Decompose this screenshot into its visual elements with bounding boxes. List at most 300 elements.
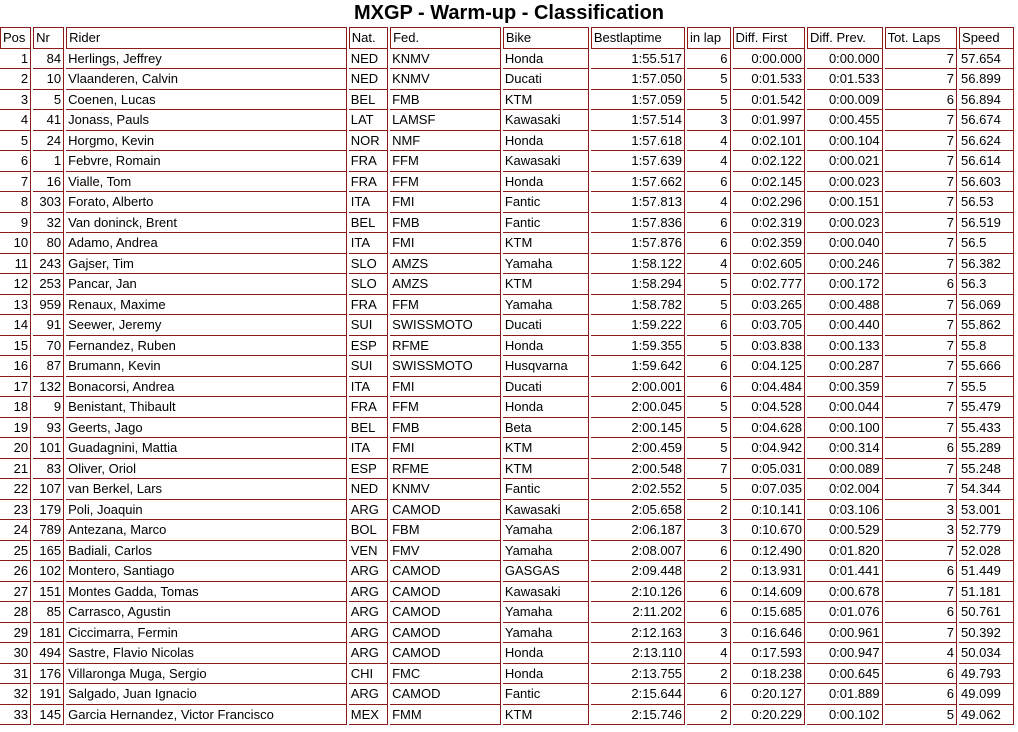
cell-bike: Kawasaki — [503, 151, 589, 172]
cell-bestlaptime: 2:13.110 — [591, 643, 685, 664]
cell-rider: Villaronga Muga, Sergio — [66, 664, 347, 685]
cell-nat: FRA — [349, 295, 388, 316]
cell-rider: Poli, Joaquin — [66, 500, 347, 521]
cell-tot-laps: 6 — [885, 438, 957, 459]
cell-diff-prev: 0:00.440 — [807, 315, 883, 336]
cell-speed: 50.761 — [959, 602, 1014, 623]
cell-fed: CAMOD — [390, 561, 501, 582]
cell-nr: 243 — [33, 254, 64, 275]
cell-bike: KTM — [503, 459, 589, 480]
cell-diff-prev: 0:00.021 — [807, 151, 883, 172]
cell-speed: 56.069 — [959, 295, 1014, 316]
cell-diff-first: 0:04.628 — [733, 418, 805, 439]
cell-bestlaptime: 1:58.122 — [591, 254, 685, 275]
cell-fed: FMI — [390, 233, 501, 254]
table-row — [0, 356, 1014, 377]
cell-diff-first: 0:04.484 — [733, 377, 805, 398]
cell-in-lap: 2 — [687, 705, 730, 726]
cell-bike: KTM — [503, 274, 589, 295]
cell-rider: Coenen, Lucas — [66, 90, 347, 111]
cell-in-lap: 5 — [687, 479, 730, 500]
cell-in-lap: 4 — [687, 254, 730, 275]
cell-speed: 56.614 — [959, 151, 1014, 172]
cell-tot-laps: 7 — [885, 254, 957, 275]
cell-bike: Yamaha — [503, 295, 589, 316]
cell-in-lap: 4 — [687, 192, 730, 213]
cell-diff-prev: 0:00.044 — [807, 397, 883, 418]
cell-diff-first: 0:02.319 — [733, 213, 805, 234]
cell-in-lap: 6 — [687, 684, 730, 705]
table-row — [0, 90, 1014, 111]
cell-diff-prev: 0:00.678 — [807, 582, 883, 603]
header-bestlaptime: Bestlaptime — [591, 27, 685, 49]
cell-nr: 80 — [33, 233, 64, 254]
cell-diff-first: 0:15.685 — [733, 602, 805, 623]
cell-diff-prev: 0:02.004 — [807, 479, 883, 500]
cell-speed: 53.001 — [959, 500, 1014, 521]
cell-diff-first: 0:02.296 — [733, 192, 805, 213]
cell-rider: Oliver, Oriol — [66, 459, 347, 480]
cell-diff-first: 0:00.000 — [733, 49, 805, 70]
cell-diff-first: 0:10.670 — [733, 520, 805, 541]
cell-rider: Montes Gadda, Tomas — [66, 582, 347, 603]
cell-nr: 16 — [33, 172, 64, 193]
cell-in-lap: 5 — [687, 69, 730, 90]
cell-tot-laps: 7 — [885, 192, 957, 213]
cell-bestlaptime: 1:57.059 — [591, 90, 685, 111]
cell-nat: FRA — [349, 151, 388, 172]
table-row — [0, 233, 1014, 254]
cell-pos: 4 — [0, 110, 31, 131]
cell-rider: Fernandez, Ruben — [66, 336, 347, 357]
cell-pos: 22 — [0, 479, 31, 500]
cell-speed: 56.624 — [959, 131, 1014, 152]
cell-fed: FMV — [390, 541, 501, 562]
cell-tot-laps: 6 — [885, 90, 957, 111]
cell-bike: Honda — [503, 643, 589, 664]
cell-tot-laps: 5 — [885, 705, 957, 726]
cell-nr: 191 — [33, 684, 64, 705]
table-row — [0, 438, 1014, 459]
cell-fed: FFM — [390, 397, 501, 418]
cell-diff-first: 0:03.265 — [733, 295, 805, 316]
cell-pos: 31 — [0, 664, 31, 685]
cell-bike: Fantic — [503, 684, 589, 705]
cell-nat: ARG — [349, 561, 388, 582]
cell-nr: 24 — [33, 131, 64, 152]
cell-nr: 87 — [33, 356, 64, 377]
cell-nat: NED — [349, 479, 388, 500]
cell-nat: SUI — [349, 315, 388, 336]
cell-pos: 25 — [0, 541, 31, 562]
cell-rider: Herlings, Jeffrey — [66, 49, 347, 70]
cell-fed: FMI — [390, 377, 501, 398]
cell-nr: 107 — [33, 479, 64, 500]
cell-tot-laps: 4 — [885, 643, 957, 664]
cell-pos: 24 — [0, 520, 31, 541]
cell-rider: Febvre, Romain — [66, 151, 347, 172]
cell-bike: KTM — [503, 438, 589, 459]
cell-pos: 27 — [0, 582, 31, 603]
cell-tot-laps: 7 — [885, 131, 957, 152]
table-header — [0, 27, 1014, 49]
cell-pos: 33 — [0, 705, 31, 726]
cell-speed: 55.8 — [959, 336, 1014, 357]
cell-diff-first: 0:12.490 — [733, 541, 805, 562]
cell-bike: Kawasaki — [503, 110, 589, 131]
cell-diff-prev: 0:03.106 — [807, 500, 883, 521]
cell-speed: 56.603 — [959, 172, 1014, 193]
cell-fed: FMB — [390, 418, 501, 439]
cell-in-lap: 3 — [687, 520, 730, 541]
cell-diff-prev: 0:00.151 — [807, 192, 883, 213]
cell-bike: Husqvarna — [503, 356, 589, 377]
cell-rider: Vialle, Tom — [66, 172, 347, 193]
cell-in-lap: 5 — [687, 90, 730, 111]
cell-fed: CAMOD — [390, 582, 501, 603]
cell-in-lap: 4 — [687, 151, 730, 172]
cell-rider: Gajser, Tim — [66, 254, 347, 275]
cell-diff-first: 0:17.593 — [733, 643, 805, 664]
cell-nr: 101 — [33, 438, 64, 459]
cell-rider: Seewer, Jeremy — [66, 315, 347, 336]
cell-bestlaptime: 1:59.222 — [591, 315, 685, 336]
header-fed: Fed. — [390, 27, 501, 49]
cell-bestlaptime: 2:15.746 — [591, 705, 685, 726]
cell-pos: 8 — [0, 192, 31, 213]
cell-diff-first: 0:07.035 — [733, 479, 805, 500]
cell-diff-first: 0:02.605 — [733, 254, 805, 275]
header-diff-prev: Diff. Prev. — [807, 27, 883, 49]
cell-bike: Fantic — [503, 479, 589, 500]
cell-diff-first: 0:10.141 — [733, 500, 805, 521]
cell-pos: 14 — [0, 315, 31, 336]
cell-pos: 23 — [0, 500, 31, 521]
cell-pos: 13 — [0, 295, 31, 316]
cell-rider: van Berkel, Lars — [66, 479, 347, 500]
table-row — [0, 664, 1014, 685]
cell-fed: RFME — [390, 459, 501, 480]
cell-bike: Yamaha — [503, 520, 589, 541]
cell-speed: 56.899 — [959, 69, 1014, 90]
cell-rider: Garcia Hernandez, Victor Francisco — [66, 705, 347, 726]
cell-tot-laps: 7 — [885, 418, 957, 439]
cell-diff-first: 0:20.229 — [733, 705, 805, 726]
cell-nat: NED — [349, 69, 388, 90]
cell-diff-prev: 0:01.533 — [807, 69, 883, 90]
cell-tot-laps: 3 — [885, 520, 957, 541]
cell-tot-laps: 3 — [885, 500, 957, 521]
cell-pos: 21 — [0, 459, 31, 480]
cell-tot-laps: 7 — [885, 623, 957, 644]
cell-in-lap: 4 — [687, 131, 730, 152]
cell-fed: CAMOD — [390, 643, 501, 664]
cell-fed: FFM — [390, 151, 501, 172]
cell-speed: 56.382 — [959, 254, 1014, 275]
cell-tot-laps: 7 — [885, 151, 957, 172]
cell-bestlaptime: 2:00.548 — [591, 459, 685, 480]
cell-tot-laps: 7 — [885, 336, 957, 357]
cell-speed: 49.099 — [959, 684, 1014, 705]
cell-tot-laps: 7 — [885, 479, 957, 500]
cell-pos: 26 — [0, 561, 31, 582]
cell-bike: KTM — [503, 90, 589, 111]
cell-nat: LAT — [349, 110, 388, 131]
cell-rider: Bonacorsi, Andrea — [66, 377, 347, 398]
cell-in-lap: 6 — [687, 377, 730, 398]
cell-bestlaptime: 1:57.639 — [591, 151, 685, 172]
cell-speed: 49.793 — [959, 664, 1014, 685]
cell-bestlaptime: 1:57.813 — [591, 192, 685, 213]
cell-rider: Ciccimarra, Fermin — [66, 623, 347, 644]
cell-fed: CAMOD — [390, 602, 501, 623]
cell-pos: 17 — [0, 377, 31, 398]
cell-tot-laps: 7 — [885, 377, 957, 398]
cell-fed: AMZS — [390, 254, 501, 275]
cell-diff-prev: 0:00.023 — [807, 172, 883, 193]
cell-tot-laps: 6 — [885, 602, 957, 623]
cell-nat: ESP — [349, 459, 388, 480]
header-diff-first: Diff. First — [733, 27, 805, 49]
cell-fed: FMB — [390, 90, 501, 111]
cell-nr: 70 — [33, 336, 64, 357]
table-row — [0, 520, 1014, 541]
table-row — [0, 131, 1014, 152]
cell-nat: NED — [349, 49, 388, 70]
cell-bestlaptime: 1:57.618 — [591, 131, 685, 152]
cell-rider: Sastre, Flavio Nicolas — [66, 643, 347, 664]
cell-tot-laps: 6 — [885, 684, 957, 705]
cell-diff-first: 0:05.031 — [733, 459, 805, 480]
cell-bike: Honda — [503, 336, 589, 357]
cell-fed: FMM — [390, 705, 501, 726]
classification-table — [0, 27, 1016, 725]
cell-fed: CAMOD — [390, 623, 501, 644]
cell-tot-laps: 6 — [885, 561, 957, 582]
cell-nat: ARG — [349, 500, 388, 521]
cell-nr: 9 — [33, 397, 64, 418]
table-row — [0, 151, 1014, 172]
cell-fed: SWISSMOTO — [390, 315, 501, 336]
cell-fed: NMF — [390, 131, 501, 152]
table-body — [0, 49, 1014, 726]
cell-speed: 52.028 — [959, 541, 1014, 562]
table-row — [0, 49, 1014, 70]
cell-pos: 7 — [0, 172, 31, 193]
cell-bike: Kawasaki — [503, 500, 589, 521]
cell-nr: 151 — [33, 582, 64, 603]
cell-rider: Salgado, Juan Ignacio — [66, 684, 347, 705]
cell-in-lap: 5 — [687, 418, 730, 439]
table-row — [0, 459, 1014, 480]
table-row — [0, 684, 1014, 705]
cell-speed: 55.862 — [959, 315, 1014, 336]
cell-speed: 51.181 — [959, 582, 1014, 603]
header-bike: Bike — [503, 27, 589, 49]
cell-bestlaptime: 1:59.642 — [591, 356, 685, 377]
cell-tot-laps: 7 — [885, 110, 957, 131]
cell-diff-first: 0:02.101 — [733, 131, 805, 152]
cell-diff-first: 0:02.777 — [733, 274, 805, 295]
table-row — [0, 643, 1014, 664]
cell-bestlaptime: 2:13.755 — [591, 664, 685, 685]
cell-tot-laps: 7 — [885, 459, 957, 480]
cell-speed: 56.674 — [959, 110, 1014, 131]
table-row — [0, 623, 1014, 644]
cell-diff-prev: 0:00.009 — [807, 90, 883, 111]
cell-bestlaptime: 1:58.782 — [591, 295, 685, 316]
cell-in-lap: 6 — [687, 233, 730, 254]
cell-tot-laps: 7 — [885, 295, 957, 316]
cell-bestlaptime: 2:10.126 — [591, 582, 685, 603]
cell-bestlaptime: 2:09.448 — [591, 561, 685, 582]
cell-tot-laps: 7 — [885, 233, 957, 254]
cell-fed: FBM — [390, 520, 501, 541]
cell-nr: 176 — [33, 664, 64, 685]
cell-tot-laps: 7 — [885, 315, 957, 336]
cell-bestlaptime: 2:06.187 — [591, 520, 685, 541]
cell-nat: ITA — [349, 233, 388, 254]
cell-nr: 41 — [33, 110, 64, 131]
cell-rider: Geerts, Jago — [66, 418, 347, 439]
cell-bike: Honda — [503, 131, 589, 152]
cell-tot-laps: 6 — [885, 274, 957, 295]
cell-in-lap: 6 — [687, 541, 730, 562]
cell-diff-first: 0:13.931 — [733, 561, 805, 582]
cell-diff-prev: 0:00.314 — [807, 438, 883, 459]
cell-fed: KNMV — [390, 69, 501, 90]
cell-nr: 165 — [33, 541, 64, 562]
cell-pos: 29 — [0, 623, 31, 644]
cell-diff-first: 0:02.122 — [733, 151, 805, 172]
cell-nat: VEN — [349, 541, 388, 562]
cell-nat: MEX — [349, 705, 388, 726]
cell-speed: 56.519 — [959, 213, 1014, 234]
cell-fed: RFME — [390, 336, 501, 357]
cell-tot-laps: 7 — [885, 397, 957, 418]
header-rider: Rider — [66, 27, 347, 49]
cell-nat: SLO — [349, 274, 388, 295]
table-row — [0, 541, 1014, 562]
cell-nat: CHI — [349, 664, 388, 685]
cell-nr: 789 — [33, 520, 64, 541]
cell-bike: Ducati — [503, 377, 589, 398]
cell-in-lap: 6 — [687, 49, 730, 70]
cell-bestlaptime: 2:00.145 — [591, 418, 685, 439]
header-pos: Pos — [0, 27, 31, 49]
cell-nr: 5 — [33, 90, 64, 111]
cell-diff-prev: 0:00.529 — [807, 520, 883, 541]
cell-bestlaptime: 1:57.050 — [591, 69, 685, 90]
cell-tot-laps: 7 — [885, 172, 957, 193]
cell-fed: LAMSF — [390, 110, 501, 131]
cell-in-lap: 2 — [687, 500, 730, 521]
cell-nr: 85 — [33, 602, 64, 623]
cell-nat: ARG — [349, 623, 388, 644]
cell-diff-first: 0:16.646 — [733, 623, 805, 644]
cell-bike: Beta — [503, 418, 589, 439]
cell-diff-first: 0:02.145 — [733, 172, 805, 193]
cell-nr: 959 — [33, 295, 64, 316]
cell-bike: Honda — [503, 49, 589, 70]
cell-rider: Guadagnini, Mattia — [66, 438, 347, 459]
cell-speed: 52.779 — [959, 520, 1014, 541]
table-row — [0, 254, 1014, 275]
cell-rider: Renaux, Maxime — [66, 295, 347, 316]
cell-tot-laps: 7 — [885, 69, 957, 90]
cell-bestlaptime: 1:58.294 — [591, 274, 685, 295]
table-row — [0, 274, 1014, 295]
cell-in-lap: 6 — [687, 315, 730, 336]
cell-pos: 16 — [0, 356, 31, 377]
cell-rider: Carrasco, Agustin — [66, 602, 347, 623]
cell-speed: 55.5 — [959, 377, 1014, 398]
cell-bestlaptime: 2:00.045 — [591, 397, 685, 418]
cell-fed: FMB — [390, 213, 501, 234]
cell-pos: 3 — [0, 90, 31, 111]
cell-pos: 15 — [0, 336, 31, 357]
cell-pos: 12 — [0, 274, 31, 295]
cell-diff-first: 0:18.238 — [733, 664, 805, 685]
cell-speed: 49.062 — [959, 705, 1014, 726]
cell-nr: 132 — [33, 377, 64, 398]
cell-tot-laps: 6 — [885, 664, 957, 685]
cell-nat: BOL — [349, 520, 388, 541]
cell-nat: FRA — [349, 397, 388, 418]
cell-in-lap: 2 — [687, 664, 730, 685]
cell-tot-laps: 7 — [885, 541, 957, 562]
cell-in-lap: 5 — [687, 397, 730, 418]
cell-diff-prev: 0:01.076 — [807, 602, 883, 623]
cell-in-lap: 6 — [687, 602, 730, 623]
page-title: MXGP - Warm-up - Classification — [353, 2, 665, 24]
cell-pos: 1 — [0, 49, 31, 70]
table-row — [0, 172, 1014, 193]
cell-bike: KTM — [503, 233, 589, 254]
cell-diff-prev: 0:00.359 — [807, 377, 883, 398]
header-nat: Nat. — [349, 27, 388, 49]
cell-bike: Honda — [503, 664, 589, 685]
cell-fed: CAMOD — [390, 684, 501, 705]
table-row — [0, 705, 1014, 726]
cell-bestlaptime: 1:57.662 — [591, 172, 685, 193]
cell-diff-first: 0:14.609 — [733, 582, 805, 603]
cell-bike: Yamaha — [503, 602, 589, 623]
cell-bike: Fantic — [503, 213, 589, 234]
cell-bike: Kawasaki — [503, 582, 589, 603]
cell-diff-prev: 0:00.246 — [807, 254, 883, 275]
cell-bike: Ducati — [503, 69, 589, 90]
table-row — [0, 377, 1014, 398]
cell-speed: 55.666 — [959, 356, 1014, 377]
cell-pos: 11 — [0, 254, 31, 275]
cell-in-lap: 5 — [687, 295, 730, 316]
cell-diff-prev: 0:00.455 — [807, 110, 883, 131]
cell-speed: 56.3 — [959, 274, 1014, 295]
cell-diff-prev: 0:01.820 — [807, 541, 883, 562]
cell-rider: Forato, Alberto — [66, 192, 347, 213]
table-row — [0, 561, 1014, 582]
cell-rider: Antezana, Marco — [66, 520, 347, 541]
cell-pos: 6 — [0, 151, 31, 172]
table-row — [0, 295, 1014, 316]
cell-in-lap: 4 — [687, 643, 730, 664]
cell-rider: Benistant, Thibault — [66, 397, 347, 418]
cell-fed: CAMOD — [390, 500, 501, 521]
cell-pos: 28 — [0, 602, 31, 623]
cell-nr: 84 — [33, 49, 64, 70]
cell-diff-prev: 0:00.645 — [807, 664, 883, 685]
